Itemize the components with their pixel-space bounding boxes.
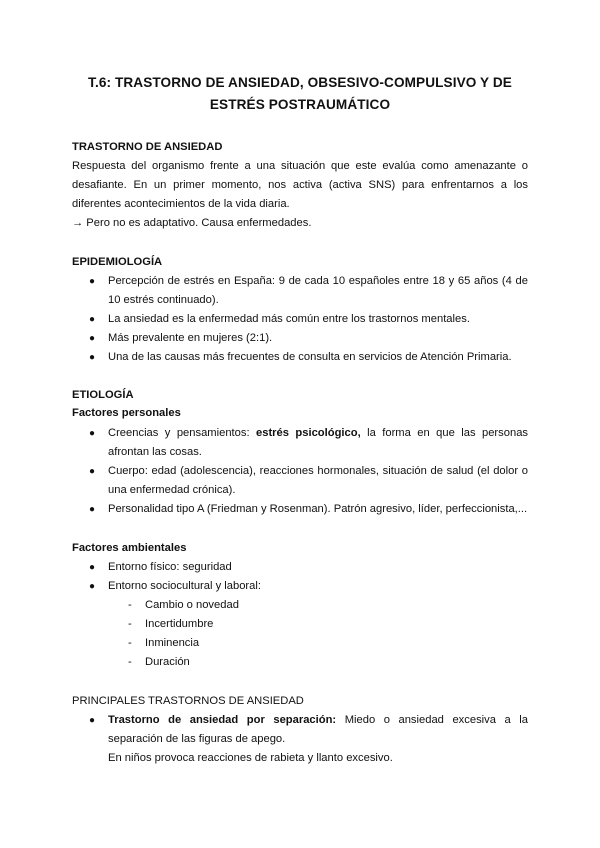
list-item-line: Entorno sociocultural y laboral:: [108, 580, 261, 592]
bullet-icon: ●: [89, 333, 96, 344]
list-item-line: Personalidad tipo A (Friedman y Rosenman). Patrón agresivo, líder, perfeccionista,...: [108, 503, 528, 515]
list-item: [108, 711, 528, 768]
paragraph-line: Respuesta del organismo frente a una situación que este evalúa como amenazante o: [72, 160, 528, 172]
paragraph-line: diferentes acontecimientos de la vida diaria.: [72, 198, 290, 210]
list-item-line: Una de las causas más frecuentes de consulta en servicios de Atención Primaria.: [108, 351, 512, 363]
list-item-line: una enfermedad crónica).: [108, 484, 236, 496]
document-title: [60, 72, 540, 116]
list-item-line: 10 estrés continuado).: [108, 294, 219, 306]
bullet-icon: ●: [89, 715, 96, 726]
list-item: [108, 272, 528, 310]
dash-marker: -: [128, 599, 132, 611]
paragraph-definition: [72, 157, 528, 233]
bullet-icon: ●: [89, 276, 96, 287]
list-item: [108, 558, 528, 577]
dash-marker: -: [128, 656, 132, 668]
bullet-icon: ●: [89, 466, 96, 477]
list-item-line: La ansiedad es la enfermedad más común entre los trastornos mentales.: [108, 313, 470, 325]
list-item-line: Más prevalente en mujeres (2:1).: [108, 332, 273, 344]
list-item-line: afrontan las cosas.: [108, 446, 202, 458]
sub-list-item: Duración: [145, 656, 190, 668]
list-item-line: Trastorno de ansiedad por separación: Miedo o ansiedad excesiva a la: [108, 714, 528, 726]
paragraph-line: → Pero no es adaptativo. Causa enfermedades.: [72, 217, 312, 229]
bullet-icon: ●: [89, 428, 96, 439]
heading-principales-trastornos: PRINCIPALES TRASTORNOS DE ANSIEDAD: [72, 695, 304, 707]
list-item-line: En niños provoca reacciones de rabieta y llanto excesivo.: [108, 752, 393, 764]
subheading-factores-personales: Factores personales: [72, 407, 181, 419]
list-item-line: Creencias y pensamientos: estrés psicológico, la forma en que las personas: [108, 427, 529, 439]
sub-list-item: Cambio o novedad: [145, 599, 239, 611]
paragraph-line: desafiante. En un primer momento, nos activa (activa SNS) para enfrentarnos a los: [72, 179, 528, 191]
list-item: [108, 348, 528, 367]
dash-marker: -: [128, 618, 132, 630]
list-item: [108, 310, 528, 329]
list-item: [108, 424, 528, 462]
list-item-line: Entorno físico: seguridad: [108, 561, 232, 573]
bullet-icon: ●: [89, 352, 96, 363]
title-line-2: ESTRÉS POSTRAUMÁTICO: [209, 97, 391, 112]
title-line-1: T.6: TRASTORNO DE ANSIEDAD, OBSESIVO-COMPULSIVO Y DE: [88, 75, 512, 90]
subheading-factores-ambientales: Factores ambientales: [72, 542, 187, 554]
list-item: [108, 462, 528, 500]
list-item: [108, 577, 528, 596]
sub-list-item: Incertidumbre: [145, 618, 214, 630]
bullet-icon: ●: [89, 562, 96, 573]
bullet-icon: ●: [89, 581, 96, 592]
sub-list-item: Inminencia: [145, 637, 200, 649]
list-item-line: Percepción de estrés en España: 9 de cada 10 españoles entre 18 y 65 años (4 de: [108, 275, 528, 287]
dash-marker: -: [128, 637, 132, 649]
heading-epidemiologia: EPIDEMIOLOGÍA: [72, 256, 163, 268]
bullet-icon: ●: [89, 504, 96, 515]
list-item-line: separación de las figuras de apego.: [108, 733, 286, 745]
bullet-icon: ●: [89, 314, 96, 325]
heading-trastorno-ansiedad: TRASTORNO DE ANSIEDAD: [72, 141, 223, 153]
heading-etiologia: ETIOLOGÍA: [72, 389, 134, 401]
list-item: [108, 329, 528, 348]
list-item-line: Cuerpo: edad (adolescencia), reacciones hormonales, situación de salud (el dolor o: [108, 465, 528, 477]
list-item: [108, 500, 528, 519]
